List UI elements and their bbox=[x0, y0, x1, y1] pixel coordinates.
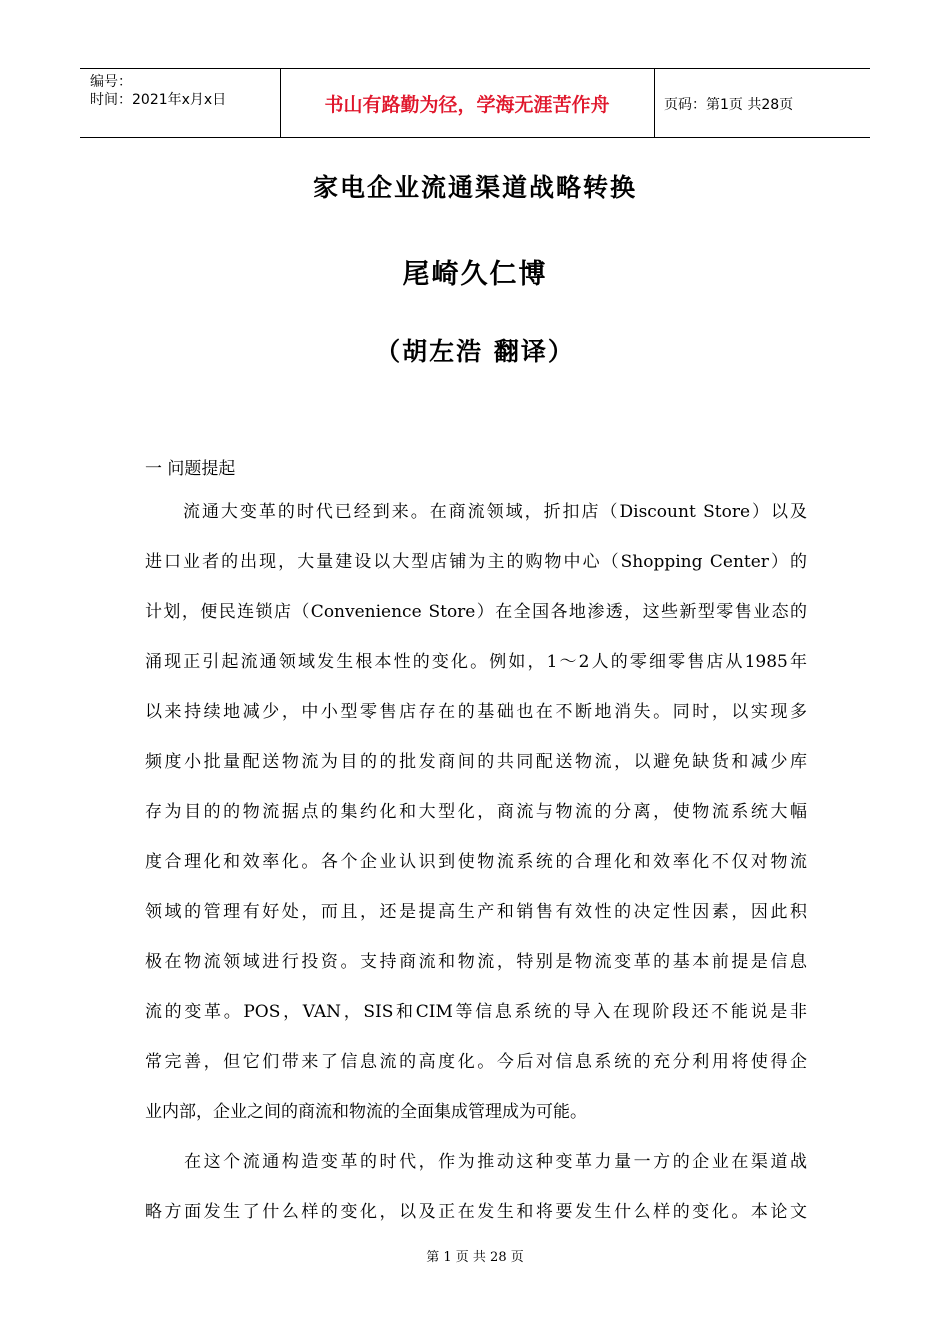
header-motto: 书山有路勤为径，学海无涯苦作舟 bbox=[324, 93, 610, 116]
document-title: 家电企业流通渠道战略转换 bbox=[312, 173, 637, 202]
header-divider bbox=[654, 69, 655, 137]
text-line: 进口业者的出现，大量建设以大型店铺为主的购物中心（Shopping Center）的 bbox=[145, 552, 807, 572]
text-line: 存为目的的物流据点的集约化和大型化，商流与物流的分离，使物流系统大幅 bbox=[145, 802, 807, 822]
translator-note: （胡左浩 翻译） bbox=[375, 337, 575, 366]
number-label: 编号： bbox=[90, 74, 132, 90]
text-line: 常完善，但它们带来了信息流的高度化。今后对信息系统的充分利用将使得企 bbox=[145, 1052, 807, 1072]
text-line: 计划，便民连锁店（Convenience Store）在全国各地渗透，这些新型零售业态的 bbox=[145, 602, 807, 622]
text-line: 略方面发生了什么样的变化，以及正在发生和将要发生什么样的变化。本论文 bbox=[145, 1202, 807, 1222]
text-line: 极在物流领域进行投资。支持商流和物流，特别是物流变革的基本前提是信息 bbox=[145, 952, 807, 972]
header-page-info: 页码：第1页 共28页 bbox=[664, 97, 794, 113]
text-line: 流的变革。POS，VAN，SIS和CIM等信息系统的导入在现阶段还不能说是非 bbox=[145, 1002, 807, 1022]
text-line: 业内部，企业之间的商流和物流的全面集成管理成为可能。 bbox=[145, 1102, 587, 1122]
time-label: 时间：2021年x月x日 bbox=[90, 92, 227, 108]
author-name: 尾崎久仁博 bbox=[402, 259, 548, 290]
header-meta bbox=[90, 73, 226, 109]
text-line: 以来持续地减少，中小型零售店存在的基础也在不断地消失。同时，以实现多 bbox=[145, 702, 807, 722]
text-line: 流通大变革的时代已经到来。在商流领域，折扣店（Discount Store）以及 bbox=[145, 502, 807, 522]
text-line: 度合理化和效率化。各个企业认识到使物流系统的合理化和效率化不仅对物流 bbox=[145, 852, 807, 872]
page-header bbox=[80, 68, 870, 138]
section-heading: 一 问题提起 bbox=[145, 459, 236, 479]
text-line: 领域的管理有好处，而且，还是提高生产和销售有效性的决定性因素，因此积 bbox=[145, 902, 807, 922]
page-footer: 第 1 页 共 28 页 bbox=[426, 1250, 524, 1265]
text-line: 涌现正引起流通领域发生根本性的变化。例如，1～2人的零细零售店从1985年 bbox=[145, 652, 807, 672]
body-text bbox=[145, 487, 807, 1237]
text-line: 在这个流通构造变革的时代，作为推动这种变革力量一方的企业在渠道战 bbox=[145, 1152, 807, 1172]
text-line: 频度小批量配送物流为目的的批发商间的共同配送物流，以避免缺货和减少库 bbox=[145, 752, 807, 772]
